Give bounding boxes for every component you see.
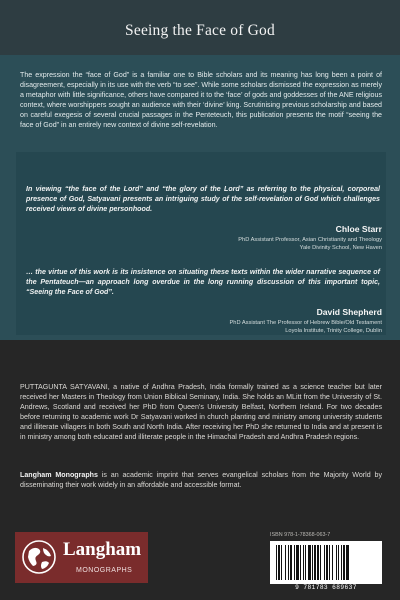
globe-emblem-icon [20,538,58,576]
book-title: Seeing the Face of God [125,22,275,39]
logo-wordmark: Langham [63,539,142,560]
barcode-digits: 9 781783 689637 [295,584,357,591]
endorser-institution: Yale Divinity School, New Haven [299,245,382,251]
isbn-label: ISBN 978-1-78368-063-7 [270,532,331,538]
author-bio: PUTTAGUNTA SATYAVANI, a native of Andhra Pradesh, India formally trained as a science teacher but later received her Masters in Theology from Union Biblical Seminary, India. She holds an MLitt from the University of St. Andrews, Scotland and received her PhD from Queen’s University Belfast, Northern Ireland. For two decades before returning to academic work Dr Satyavani worked in church planting and ministry among university students and illiterate villagers in both South and North India. After receiving her PhD she returned to India and at present is in ministry among both educated and illiterate people in the Himachal Pradesh and Andhra Pradesh regions. [20,383,382,441]
endorsement-quote: … the virtue of this work is its insistence on situating these texts within the wider narrative sequence of the Pentateuch—an approach long overdue in the long running discussion of this important topic, “Seeing the Face of God”. [26,268,380,296]
barcode-bars [270,541,382,584]
endorser-name: David Shepherd [316,307,382,317]
endorser-institution: Loyola Institute, Trinity College, Dublin [285,328,382,334]
publisher-note [20,470,382,490]
endorser-role: PhD Assistant Professor, Asian Christianity and Theology [238,237,382,243]
endorser-role: PhD Assistant The Professor of Hebrew Bible/Old Testament [229,320,382,326]
isbn-barcode [270,541,382,584]
publisher-note-text: is an academic imprint that serves evangelical scholars from the Majority World by disseminating their work widely in an affordable and accessible format. [20,471,382,489]
book-description: The expression the “face of God” is a familiar one to Bible scholars and its meaning has long been a point of disagreement, especially in its use with the verb “to see”. While some scholars dismissed the expression as merely a metaphor with little significance, others have compared it to the ‘face’ of gods and goddesses of the ANE religious context, where worshippers sought an audience with their ‘divine’ king. Scrutinising previous scholarship and based on careful exegesis of several crucial passages in the Penteteuch, this publication presents the motif “seeing the face of God” in an entirely new context of divine self-revelation. [20,71,382,129]
endorser-name: Chloe Starr [335,224,382,234]
endorsement-quote: In viewing “the face of the Lord” and “the glory of the Lord” as referring to the physical, corporeal presence of God, Satyavani presents an intriguing study of the self-revelation of God which challenges received views of divine personhood. [26,185,380,213]
logo-subtitle: MONOGRAPHS [76,567,133,574]
publisher-note-name: Langham Monographs [20,471,98,479]
